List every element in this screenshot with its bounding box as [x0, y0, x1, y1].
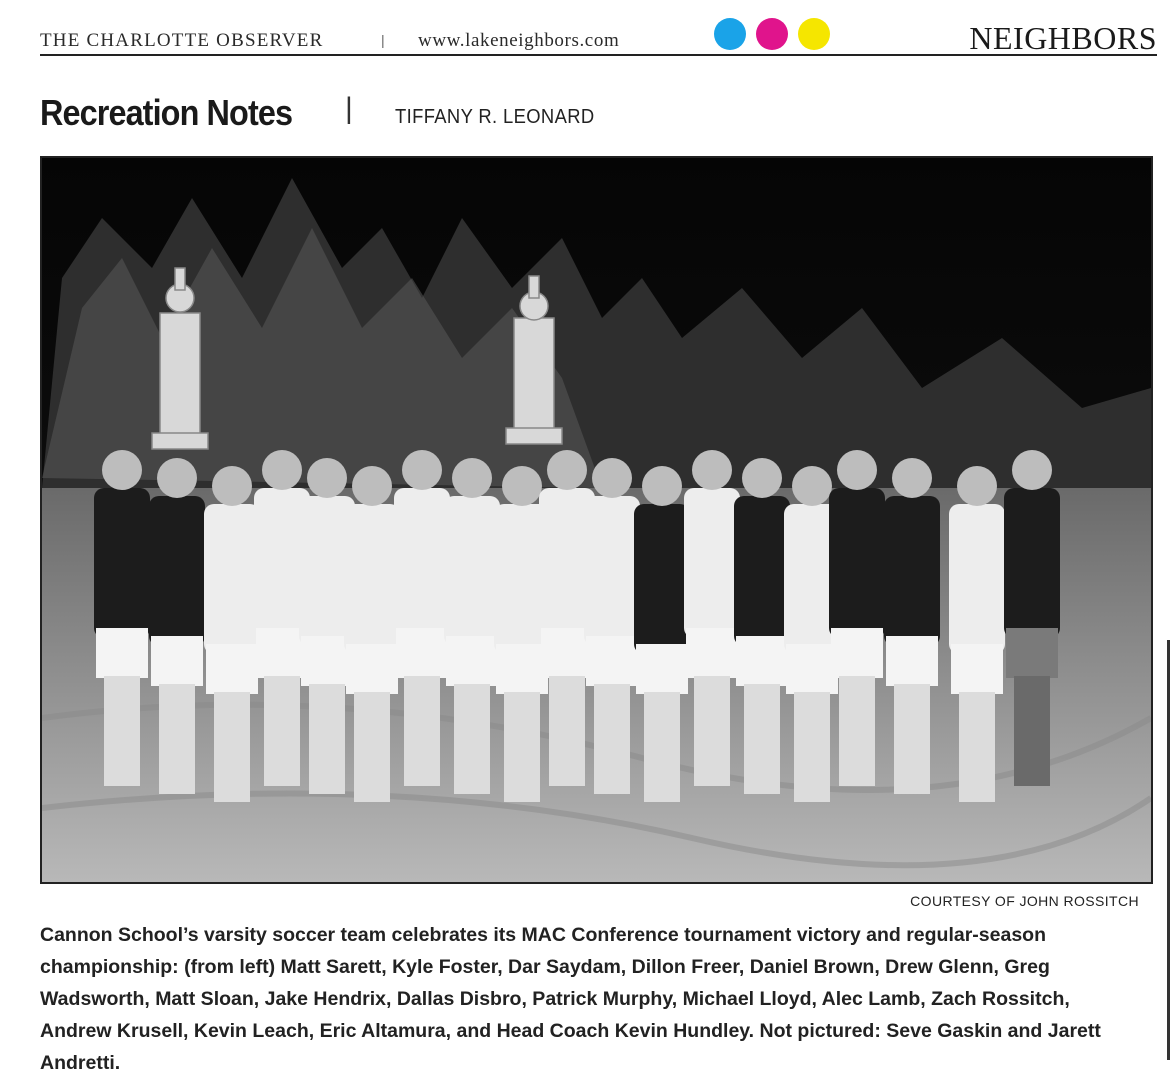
- paper-name: THE CHARLOTTE OBSERVER: [40, 30, 324, 51]
- section-name: NEIGHBORS: [969, 20, 1157, 56]
- column-rule: [1167, 640, 1170, 1060]
- photo-caption: Cannon School’s varsity soccer team celebrates its MAC Conference tournament victory and regular-season championship: (from left) Matt Sarett, Kyle Foster, Dar Saydam, Dillon Freer, Daniel Brown, Drew Glenn, Greg Wadsworth, Matt Sloan, Jake Hendrix, Dallas Disbro, Patrick Murphy, Michael Lloyd, Alec Lamb, Zach Rossitch, Andrew Krusell, Kevin Leach, Eric Altamura, and Head Coach Kevin Hundley. Not pictured: Seve Gaskin and Jarett Andretti.: [40, 924, 1101, 1074]
- yellow-registration-dot-icon: [798, 18, 830, 50]
- masthead: [40, 14, 1157, 56]
- heading-separator: |: [345, 92, 353, 125]
- website-link[interactable]: www.lakeneighbors.com: [418, 30, 620, 51]
- byline: TIFFANY R. LEONARD: [395, 106, 595, 128]
- team-photo: [40, 156, 1153, 884]
- soccer-team-photo-icon: [42, 158, 1151, 882]
- photo-credit: COURTESY OF JOHN ROSSITCH: [910, 893, 1139, 909]
- masthead-separator: |: [381, 32, 385, 48]
- cyan-registration-dot-icon: [714, 18, 746, 50]
- column-title: Recreation Notes: [40, 92, 293, 133]
- magenta-registration-dot-icon: [756, 18, 788, 50]
